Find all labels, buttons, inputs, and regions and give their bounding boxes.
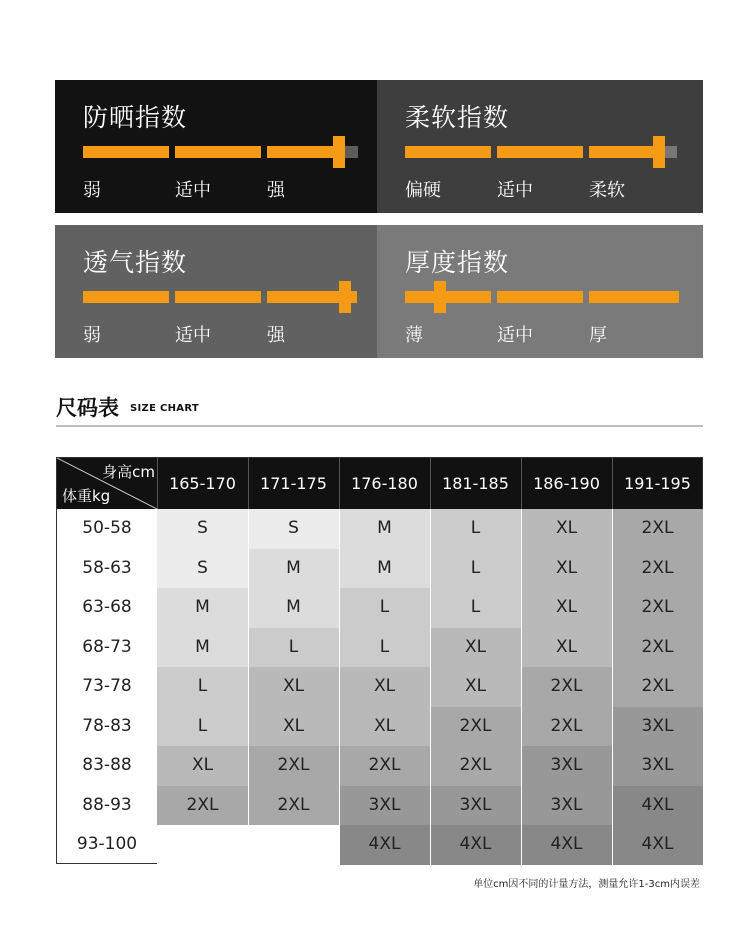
size-cell: XL xyxy=(339,667,430,707)
height-column-header: 176-180 xyxy=(351,474,418,493)
column-separator xyxy=(612,509,613,865)
size-cell: L xyxy=(339,588,430,628)
size-cell: 2XL xyxy=(612,509,703,549)
column-separator xyxy=(339,509,340,865)
size-cell: 4XL xyxy=(612,825,703,865)
size-cell: 3XL xyxy=(430,786,521,826)
index-label-mid: 适中 xyxy=(497,325,533,346)
weight-row-label: 58-63 xyxy=(82,557,132,578)
table-corner xyxy=(57,458,157,509)
size-cell: 2XL xyxy=(612,628,703,668)
size-cell: S xyxy=(157,549,248,589)
weight-row-label: 83-88 xyxy=(82,755,132,775)
index-bar xyxy=(83,146,358,158)
weight-row-label: 63-68 xyxy=(82,597,132,617)
size-cell: 4XL xyxy=(612,786,703,826)
size-cell: 2XL xyxy=(430,707,521,747)
index-bar xyxy=(405,146,680,158)
index-bar xyxy=(405,291,680,303)
size-cell: 3XL xyxy=(521,746,612,786)
panel-title: 柔软指数 xyxy=(405,103,510,132)
size-cell: 2XL xyxy=(248,746,339,786)
size-cell: XL xyxy=(339,707,430,747)
panel-title: 厚度指数 xyxy=(405,248,510,277)
index-level-marker xyxy=(653,136,665,168)
softness-index-panel xyxy=(377,80,703,213)
size-cell: XL xyxy=(157,746,248,786)
index-label-mid: 适中 xyxy=(497,180,533,201)
size-cell: 2XL xyxy=(612,667,703,707)
column-separator xyxy=(521,509,522,865)
index-level-marker xyxy=(339,281,351,313)
size-cell: XL xyxy=(248,707,339,747)
weight-row-label: 73-78 xyxy=(82,676,132,696)
size-cell: M xyxy=(248,588,339,628)
index-bar xyxy=(83,291,358,303)
size-cell: 2XL xyxy=(339,746,430,786)
size-cell: S xyxy=(157,509,248,549)
panel-title: 透气指数 xyxy=(83,248,188,277)
panel-title: 防晒指数 xyxy=(83,103,188,132)
divider xyxy=(56,425,703,427)
weight-row-label: 68-73 xyxy=(82,636,132,657)
index-label-low: 偏硬 xyxy=(405,180,441,201)
index-label-mid: 适中 xyxy=(175,180,211,201)
index-level-marker xyxy=(434,281,446,313)
size-cell: M xyxy=(248,549,339,589)
size-chart-subtitle: SIZE CHART xyxy=(130,403,200,414)
sunscreen-index-panel xyxy=(55,80,377,213)
size-cell: M xyxy=(157,588,248,628)
weight-axis-label: 体重kg xyxy=(62,487,111,505)
weight-row-label: 88-93 xyxy=(82,794,132,815)
column-separator xyxy=(430,509,431,865)
size-cell xyxy=(157,825,248,865)
size-cell: 3XL xyxy=(612,707,703,747)
index-label-low: 薄 xyxy=(405,325,423,346)
weight-row-label: 50-58 xyxy=(82,518,132,538)
size-cell: 2XL xyxy=(612,549,703,589)
size-cell: XL xyxy=(430,628,521,668)
height-column-header: 191-195 xyxy=(624,474,691,493)
size-chart-title: 尺码表 xyxy=(56,396,119,420)
size-cell: 3XL xyxy=(612,746,703,786)
size-cell: 2XL xyxy=(521,667,612,707)
size-chart-table xyxy=(56,457,703,864)
index-label-high: 强 xyxy=(267,180,285,201)
size-cell: XL xyxy=(521,549,612,589)
size-cell: XL xyxy=(521,588,612,628)
weight-row-label: 93-100 xyxy=(76,834,138,854)
size-cell: 3XL xyxy=(521,786,612,826)
height-column-header: 165-170 xyxy=(169,474,236,493)
column-separator xyxy=(248,509,249,865)
size-cell: XL xyxy=(521,628,612,668)
size-cell: L xyxy=(157,667,248,707)
size-cell: XL xyxy=(521,509,612,549)
size-cell: L xyxy=(430,509,521,549)
measurement-note: 单位cm因不同的计量方法，测量允许1-3cm内误差 xyxy=(473,879,700,890)
height-axis-label: 身高cm xyxy=(102,463,155,481)
breathability-index-panel xyxy=(55,225,377,358)
index-label-low: 弱 xyxy=(83,325,101,346)
size-cell: 2XL xyxy=(157,786,248,826)
size-cell: 2XL xyxy=(248,786,339,826)
index-label-high: 强 xyxy=(267,325,285,346)
size-cell: 2XL xyxy=(521,707,612,747)
size-cell: S xyxy=(248,509,339,549)
weight-row-label: 78-83 xyxy=(82,715,132,736)
size-cell: L xyxy=(430,588,521,628)
size-cell: L xyxy=(430,549,521,589)
index-label-low: 弱 xyxy=(83,180,101,201)
height-column-header: 186-190 xyxy=(533,474,600,493)
size-cell: L xyxy=(339,628,430,668)
index-label-mid: 适中 xyxy=(175,325,211,346)
table-header xyxy=(57,458,702,509)
height-column-header: 181-185 xyxy=(442,474,509,493)
size-cell: XL xyxy=(248,667,339,707)
size-cell: XL xyxy=(430,667,521,707)
index-label-high: 柔软 xyxy=(589,180,625,201)
size-cell: 2XL xyxy=(430,746,521,786)
index-label-high: 厚 xyxy=(589,325,607,346)
height-column-header: 171-175 xyxy=(260,474,327,493)
size-cell: M xyxy=(339,509,430,549)
size-cell: 4XL xyxy=(521,825,612,865)
size-cell: 4XL xyxy=(339,825,430,865)
size-cell: L xyxy=(157,707,248,747)
size-cell: 2XL xyxy=(612,588,703,628)
size-cell: 4XL xyxy=(430,825,521,865)
size-cell: L xyxy=(248,628,339,668)
thickness-index-panel xyxy=(377,225,703,358)
size-cell: M xyxy=(339,549,430,589)
size-cell: M xyxy=(157,628,248,668)
size-cell: 3XL xyxy=(339,786,430,826)
size-cell xyxy=(248,825,339,865)
index-level-marker xyxy=(333,136,345,168)
